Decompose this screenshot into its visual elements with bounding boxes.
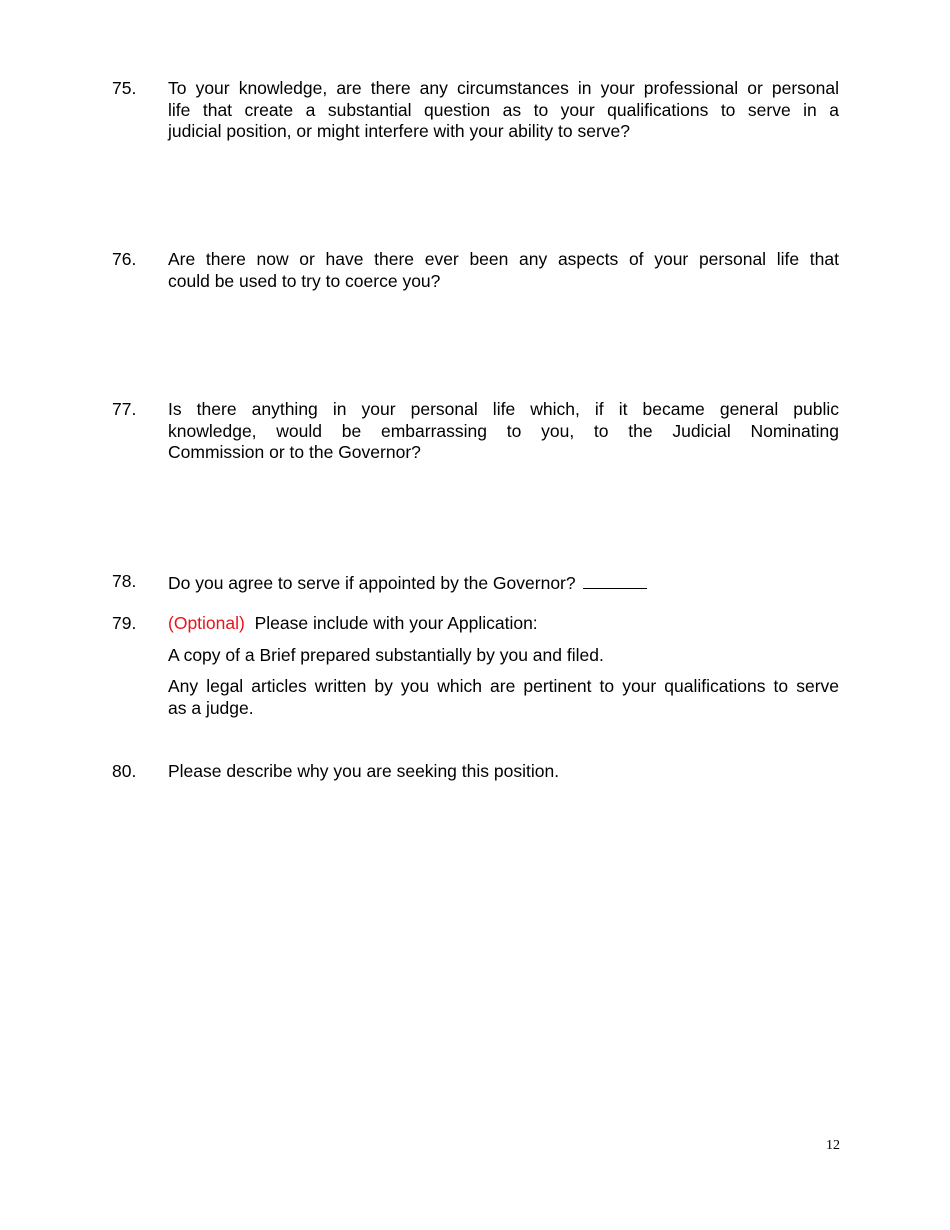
question-line: Commission or to the Governor? (168, 442, 421, 462)
page-number: 12 (826, 1138, 840, 1153)
question-line: life that create a substantial question as to your qualifications to serve in a (168, 99, 839, 120)
question-text (168, 399, 839, 464)
question-number: 75. (112, 78, 137, 98)
question-line: To your knowledge, are there any circumstances in your professional or personal (168, 78, 839, 98)
question-number: 78. (112, 571, 137, 591)
question-sub-item: as a judge. (168, 697, 254, 718)
question-number: 80. (112, 761, 137, 781)
question-line (168, 571, 839, 595)
question-sub-item: Any legal articles written by you which are pertinent to your qualifications to serve (168, 676, 839, 696)
question-line: knowledge, would be embarrassing to you, to the Judicial Nominating (168, 420, 839, 441)
question-line (168, 613, 839, 635)
question-number: 77. (112, 399, 137, 419)
question-line: could be used to try to coerce you? (168, 270, 441, 291)
question-number: 76. (112, 249, 137, 269)
question-sub-item: A copy of a Brief prepared substantially by you and filed. (168, 644, 604, 665)
question-text (168, 78, 839, 143)
question-text (168, 571, 839, 595)
question-78-text: Do you agree to serve if appointed by the Governor? (168, 573, 576, 593)
optional-label: (Optional) (168, 613, 245, 633)
question-79-text: Please include with your Application: (254, 613, 538, 633)
question-number: 79. (112, 613, 137, 633)
question-line: judicial position, or might interfere with your ability to serve? (168, 121, 631, 141)
question-line: Please describe why you are seeking this position. (168, 761, 560, 781)
question-line: Is there anything in your personal life which, if it became general public (168, 399, 839, 419)
question-line: Are there now or have there ever been any aspects of your personal life that (168, 249, 839, 269)
question-text (168, 613, 839, 719)
question-text (168, 761, 839, 783)
answer-blank[interactable] (583, 571, 647, 589)
question-text (168, 249, 839, 292)
